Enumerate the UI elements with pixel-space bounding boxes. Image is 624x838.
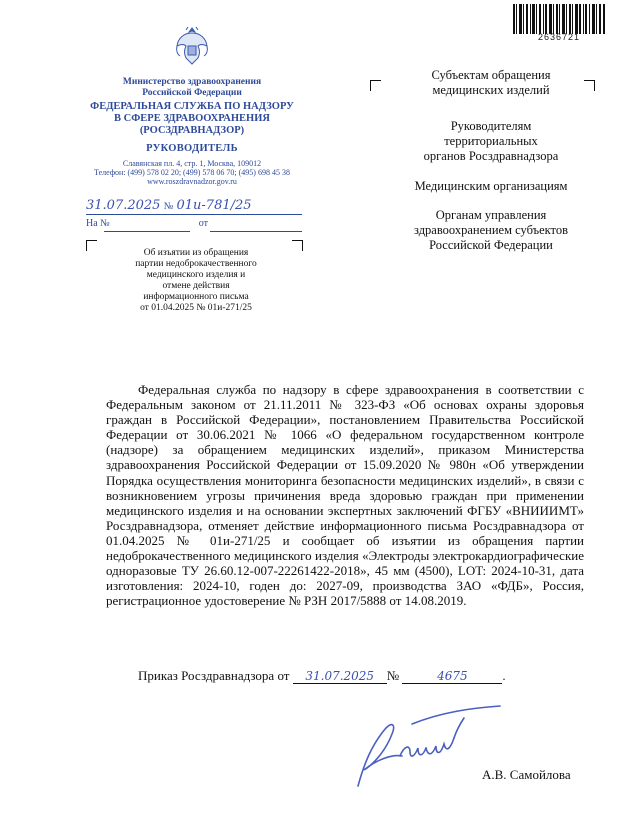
order-prefix: Приказ Росздравнадзора от (138, 668, 290, 683)
subject-line: Об изъятии из обращения (143, 248, 249, 258)
letterhead-contacts (82, 160, 302, 187)
subject-line: медицинского изделия и (146, 269, 246, 280)
letterhead-service (82, 101, 302, 136)
addressee-line: здравоохранением субъектов (413, 223, 568, 237)
from-label: от (198, 218, 208, 229)
coat-of-arms-emblem-icon (174, 24, 210, 68)
addressee-line: Медицинским организациям (414, 179, 568, 193)
addressee-line: Субъектам обращения (431, 68, 551, 82)
subject-line: партии недоброкачественного (135, 258, 257, 269)
addressee-group (382, 208, 600, 253)
reply-date-underline (210, 231, 302, 232)
addressee-group (382, 179, 600, 194)
addressee-group (382, 119, 600, 164)
ministry-line: Министерство здравоохранения (122, 77, 262, 87)
outgoing-underline (86, 214, 302, 215)
barcode (513, 4, 605, 34)
addressee-line: Руководителям (450, 119, 532, 133)
outgoing-date-number (86, 197, 252, 213)
reply-number-underline (104, 231, 190, 232)
addressee-line: территориальных (444, 134, 538, 148)
outgoing-date: 31.07.2025 (86, 198, 161, 213)
in-reply-label: На № (86, 218, 110, 229)
addressee-line: органов Росздравнадзора (423, 149, 559, 163)
letter-body-paragraph: Федеральная служба по надзору в сфере здравоохранения в соответствии с Федеральным законом от 21.11.2011 № 323-ФЗ «Об основах охраны здоровья граждан в Российской Федерации», постановлением Правительства Российской Федерации от 30.06.2021 № 1066 «О федеральном государственном контроле (надзоре) за обращением медицинских изделий», приказом Министерства здравоохранения Российской Федерации от 15.09.2020 № 980н «Об утверждении Порядка осуществления мониторинга безопасности медицинских изделий», в связи с возникновением угрозы причинения вреда здоровью граждан при применении медицинского изделия и на основании экспертных заключений ФГБУ «ВНИИИМТ» Росздравнадзора, отменяет действие информационного письма Росздравнадзора от 01.04.2025 № 01и-271/25 и сообщает об изъятии из обращения партии недоброкачественного медицинского изделия «Электроды электрокардиографические одноразовые ТУ 26.60.12-007-22261422-2018», 45 мм (4500), LOT: 2024-10-31, дата изготовления: 2024-10, годен до: 2027-09, производства ЗАО «ФДБ», Россия, регистрационное удостоверение № РЗН 2017/5888 от 14.08.2019. (106, 382, 584, 609)
service-line: (РОСЗДРАВНАДЗОР) (139, 124, 245, 136)
address-line: Славянская пл. 4, стр. 1, Москва, 109012 (122, 159, 262, 168)
subject-line: отмене действия (162, 280, 230, 291)
letterhead-head-title: РУКОВОДИТЕЛЬ (146, 143, 238, 154)
signatory-name: А.В. Самойлова (482, 767, 571, 782)
website-line: www.roszdravnadzor.gov.ru (147, 176, 237, 186)
addressee-line: Российской Федерации (429, 238, 553, 252)
addressee-line: медицинских изделий (432, 83, 550, 97)
handwritten-signature-icon (352, 694, 502, 789)
order-number: 4675 (402, 669, 502, 684)
phones-line: Телефон: (499) 578 02 20; (499) 578 06 70; (495) 698 45 38 (94, 167, 290, 177)
subject-line: от 01.04.2025 № 01и-271/25 (140, 302, 252, 313)
addressee-group (382, 68, 600, 98)
subject-corner-right (292, 240, 303, 251)
subject-corner-left (86, 240, 97, 251)
order-suffix: . (502, 668, 506, 683)
reply-reference (86, 218, 208, 229)
order-reference (138, 668, 506, 684)
outgoing-no-label: № (163, 201, 174, 212)
letterhead-ministry (82, 77, 302, 98)
ministry-line: Российской Федерации (142, 87, 242, 98)
subject-line: информационного письма (143, 291, 249, 302)
service-line: В СФЕРЕ ЗДРАВООХРАНЕНИЯ (114, 112, 270, 124)
addressee-line: Органам управления (435, 208, 547, 222)
addressee-corner-left (370, 80, 381, 91)
barcode-number: 2636721 (537, 32, 581, 42)
order-no-label: № (386, 668, 400, 683)
service-line: ФЕДЕРАЛЬНАЯ СЛУЖБА ПО НАДЗОРУ (90, 101, 294, 112)
order-date: 31.07.2025 (293, 669, 387, 684)
letter-subject (116, 248, 276, 314)
outgoing-number: 01и-781/25 (176, 198, 252, 213)
